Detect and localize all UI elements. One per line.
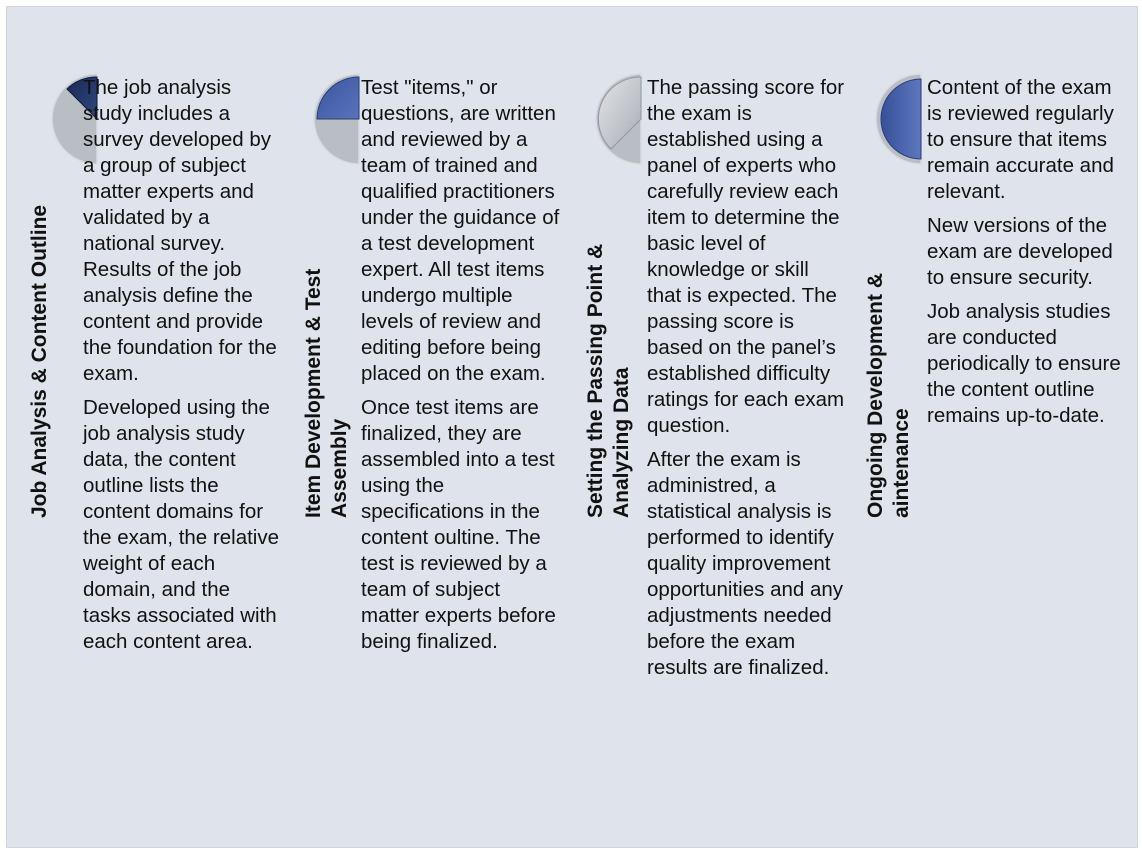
step-description [647,75,847,689]
step-description [361,75,561,663]
step-job-analysis [17,69,287,829]
paragraph: Test "items," or questions, are written and reviewed by a team of trained and qualified practitioners under the guidance of a test development expert. All test items undergo multiple levels of review and editing before being placed on the exam. [361,76,560,385]
process-panel [6,6,1138,848]
pie-progress-icon [861,69,937,169]
step-title: Job Analysis & Content Outline [28,204,51,518]
step-item-development [297,69,567,829]
step-title: Ongoing Development & aintenance [864,272,913,518]
step-ongoing-development [859,69,1134,829]
step-title: Item Development & Test Assembly [302,268,351,518]
paragraph: The job analysis study includes a survey developed by a group of subject matter experts and validated by a national survey. Results of the job analysis define the content and provide the foundation for the exam. [83,76,277,385]
paragraph: The passing score for the exam is established using a panel of experts who carefully review each item to determine the basic level of knowledge or skill that is expected. The passing score is based on the panel’s established difficulty ratings for each exam question. [647,76,845,437]
paragraph: Job analysis studies are conducted periodically to ensure the content outline remains up-to-date. [927,300,1121,427]
paragraph: New versions of the exam are developed to ensure security. [927,214,1113,289]
paragraph: Content of the exam is reviewed regularly to ensure that items remain accurate and relevant. [927,76,1114,203]
step-description [927,75,1127,437]
step-description [83,75,279,663]
step-title: Setting the Passing Point & Analyzing Data [584,243,633,518]
paragraph: After the exam is administred, a statistical analysis is performed to identify quality improvement opportunities and any adjustments needed before the exam results are finalized. [647,448,844,679]
paragraph: Developed using the job analysis study data, the content outline lists the content domains for the exam, the relative weight of each domain, and the tasks associated with each content area. [83,396,279,653]
step-passing-point [579,69,849,829]
paragraph: Once test items are finalized, they are assembled into a test using the specifications in the content oultine. The test is reviewed by a team of subject matter experts before being finalized. [361,396,556,653]
pie-progress-icon [581,69,657,169]
